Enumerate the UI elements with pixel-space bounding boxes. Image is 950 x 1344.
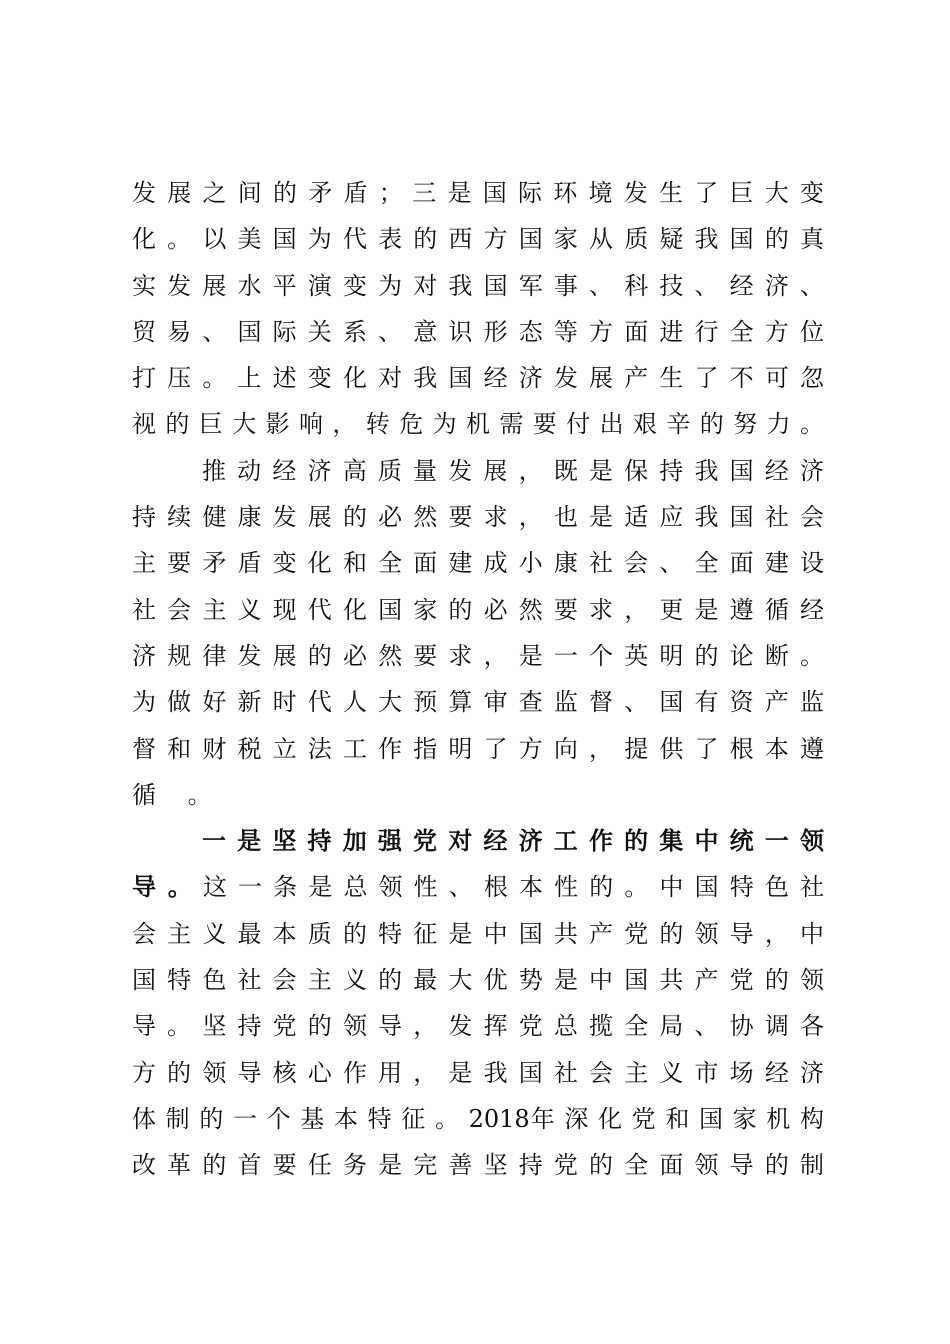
text-line: 贸 易 、 国 际 关 系 、 意 识 形 态 等 方 面 进 行 全 方 位 <box>132 317 824 346</box>
text-line: 国 特 色 社 会 主 义 的 最 大 优 势 是 中 国 共 产 党 的 领 <box>132 966 824 995</box>
text-line: 化 。 以 美 国 为 代 表 的 西 方 国 家 从 质 疑 我 国 的 真 <box>132 225 824 254</box>
text-line: 发 展 之 间 的 矛 盾 ； 三 是 国 际 环 境 发 生 了 巨 大 变 <box>132 179 824 207</box>
text-line: 社 会 主 义 现 代 化 国 家 的 必 然 要 求 ， 更 是 遵 循 经 <box>132 595 824 624</box>
text-line <box>132 864 824 910</box>
body-text <box>132 170 824 1189</box>
text-line: 实 发 展 水 平 演 变 为 对 我 国 军 事 、 科 技 、 经 济 、 <box>132 271 824 300</box>
text-line: 导 。 坚 持 党 的 领 导 ， 发 挥 党 总 揽 全 局 、 协 调 各 <box>132 1012 824 1041</box>
text-line: 循 。 <box>132 780 224 809</box>
text-line: 会 主 义 最 本 质 的 特 征 是 中 国 共 产 党 的 领 导 ， 中 <box>132 919 824 948</box>
text-line: 为 做 好 新 时 代 人 大 预 算 审 查 监 督 、 国 有 资 产 监 <box>132 688 824 717</box>
text-line: 视 的 巨 大 影 响 ， 转 危 为 机 需 要 付 出 艰 辛 的 努 力 。 <box>132 410 824 439</box>
text-line: 打 压 。 上 述 变 化 对 我 国 经 济 发 展 产 生 了 不 可 忽 <box>132 364 824 393</box>
text-line: 方 的 领 导 核 心 作 用 ， 是 我 国 社 会 主 义 市 场 经 济 <box>132 1058 824 1087</box>
text-line: 体 制 的 一 个 基 本 特 征 。 2018年 深 化 党 和 国 家 机 构 <box>132 1104 824 1133</box>
text-line: 督 和 财 税 立 法 工 作 指 明 了 方 向 ， 提 供 了 根 本 遵 <box>132 734 824 763</box>
section-heading-end: 导 。 <box>132 873 194 902</box>
text-line-rest: 这 一 条 是 总 领 性 、 根 本 性 的 。 中 国 特 色 社 <box>193 873 824 902</box>
text-line: 主 要 矛 盾 变 化 和 全 面 建 成 小 康 社 会 、 全 面 建 设 <box>132 549 824 578</box>
text-line: 持 续 健 康 发 展 的 必 然 要 求 ， 也 是 适 应 我 国 社 会 <box>132 503 824 532</box>
section-heading: 一 是 坚 持 加 强 党 对 经 济 工 作 的 集 中 统 一 领 <box>202 827 824 856</box>
text-line: 改 革 的 首 要 任 务 是 完 善 坚 持 党 的 全 面 领 导 的 制 <box>132 1151 824 1180</box>
paragraph-first-line: 推 动 经 济 高 质 量 发 展 ， 既 是 保 持 我 国 经 济 <box>202 456 824 485</box>
text-line: 济 规 律 发 展 的 必 然 要 求 ， 是 一 个 英 明 的 论 断 。 <box>132 641 824 670</box>
